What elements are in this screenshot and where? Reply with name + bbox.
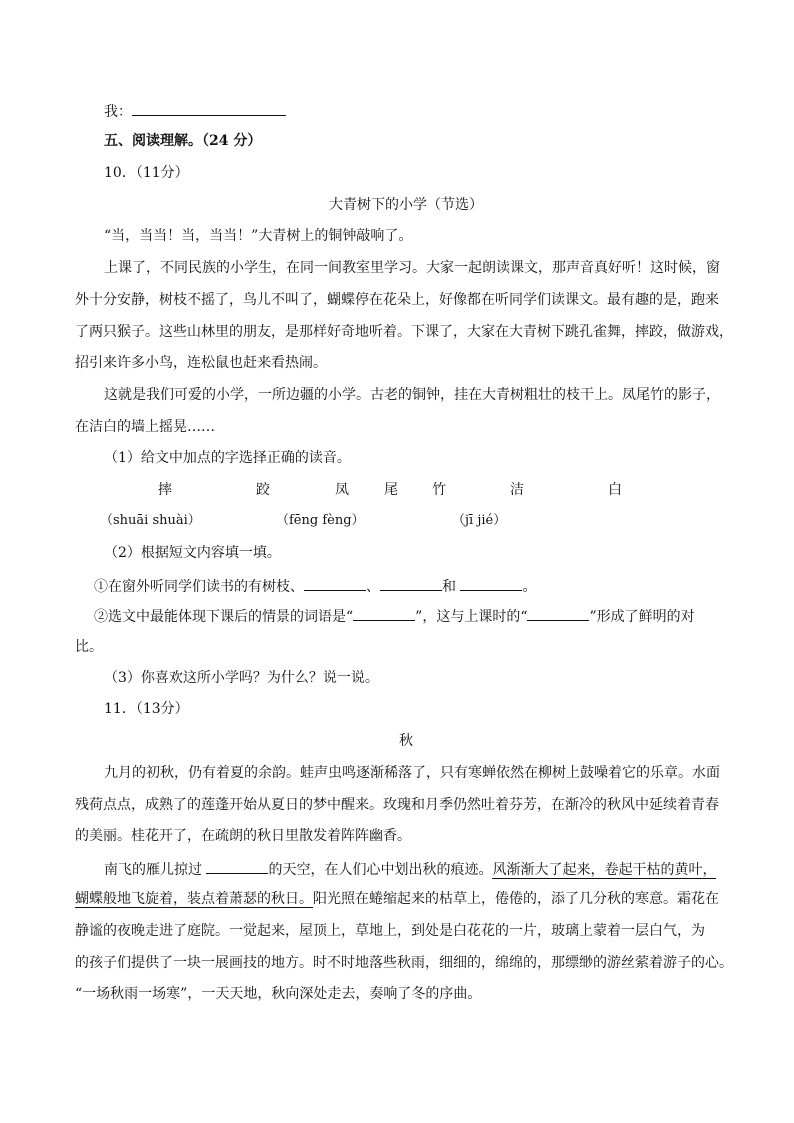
sub-question-1: （1）给文中加点的字选择正确的读音。 bbox=[104, 450, 351, 466]
paragraph-line: 上课了，不同民族的小学生，在同一间教室里学习。大家一起朗读课文，那声音真好听！这时候，窗 bbox=[104, 260, 720, 276]
fill-text: ”，这与上课时的“ bbox=[415, 609, 528, 625]
underlined-sentence: 蝴蝶般地飞旋着，装点着萧瑟的秋日。 bbox=[75, 891, 313, 907]
char-3: 凤 bbox=[335, 482, 349, 498]
char-2: 跤 bbox=[256, 482, 270, 498]
pinyin-option[interactable]: （jī jié） bbox=[452, 513, 507, 528]
fill-text: 。 bbox=[522, 579, 537, 595]
paragraph-line: 残荷点点，成熟了的莲蓬开始从夏日的梦中醒来。玫瑰和月季仍然吐着芬芳，在渐冷的秋风中延续着青春 bbox=[75, 797, 719, 813]
paragraph-line: “一场秋雨一场寒”，一天天地，秋向深处走去，奏响了冬的序曲。 bbox=[75, 986, 482, 1002]
para-text: 的天空，在人们心中划出秋的痕迹。 bbox=[268, 862, 493, 878]
char-5: 竹 bbox=[432, 482, 446, 498]
fill-line-2 bbox=[94, 605, 695, 627]
fill-blank[interactable] bbox=[353, 605, 415, 621]
fill-line-1 bbox=[94, 575, 536, 597]
answer-label: 我： bbox=[104, 104, 132, 120]
paragraph-line: 外十分安静，树枝不摇了，鸟儿不叫了，蝴蝶停在花朵上，好像都在听同学们读课文。最有趣的是，跑来 bbox=[75, 292, 719, 308]
fill-line-2-cont: 比。 bbox=[75, 639, 103, 655]
fill-text: 和 bbox=[442, 579, 461, 595]
char-4: 尾 bbox=[384, 482, 398, 498]
pinyin-option[interactable]: （shuāi shuài） bbox=[100, 513, 201, 528]
fill-blank[interactable] bbox=[304, 575, 366, 591]
answer-line bbox=[104, 100, 286, 122]
question-number-10: 10．（11分） bbox=[104, 165, 189, 181]
paragraph-line: 在洁白的墙上摇晃…… bbox=[75, 419, 215, 435]
paragraph-line: 的孩子们提供了一块一展画技的地方。时不时地落些秋雨，细细的，绵绵的，那缥缈的游丝萦着游子的心。 bbox=[75, 955, 733, 971]
paragraph-line: 九月的初秋，仍有着夏的余韵。蛙声虫鸣逐渐稀落了，只有寒蝉依然在柳树上鼓噪着它的乐章。水面 bbox=[104, 765, 720, 781]
fill-text: 、 bbox=[366, 579, 380, 595]
fill-blank[interactable] bbox=[527, 605, 589, 621]
paragraph-line: “当，当当！当，当当！”大青树上的铜钟敲响了。 bbox=[104, 228, 413, 244]
fill-blank[interactable] bbox=[380, 575, 442, 591]
char-1: 摔 bbox=[158, 482, 172, 498]
fill-text: ”形成了鲜明的对 bbox=[589, 609, 695, 625]
paragraph-line: 招引来许多小鸟，连松鼠也赶来看热闹。 bbox=[75, 355, 327, 371]
char-6: 洁 bbox=[510, 482, 524, 498]
sub-question-3: （3）你喜欢这所小学吗？为什么？说一说。 bbox=[104, 670, 379, 686]
para-text: 阳光照在蜷缩起来的枯草上，倦倦的，添了几分秋的寒意。霜花在 bbox=[313, 891, 719, 907]
paragraph-line: 静谧的夜晚走进了庭院。一觉起来，屋顶上，草地上，到处是白花花的一片，玻璃上蒙着一层白气，为 bbox=[75, 923, 705, 939]
para-text: 南飞的雁儿掠过 bbox=[104, 862, 207, 878]
paragraph-line: 了两只猴子。这些山林里的朋友，是那样好奇地听着。下课了，大家在大青树下跳孔雀舞，摔跤，做游戏， bbox=[75, 324, 733, 340]
underlined-sentence: 风渐渐大了起来，卷起干枯的黄叶， bbox=[492, 862, 717, 878]
fill-text: ②选文中最能体现下课后的情景的词语是“ bbox=[94, 609, 354, 625]
paragraph-line: 这就是我们可爱的小学，一所边疆的小学。古老的铜钟，挂在大青树粗壮的枝干上。凤尾竹的影子， bbox=[104, 387, 720, 403]
char-7: 白 bbox=[608, 482, 622, 498]
answer-blank[interactable] bbox=[132, 100, 286, 116]
sub-question-2: （2）根据短文内容填一填。 bbox=[104, 545, 281, 561]
section-title: 五、阅读理解。（24 分） bbox=[104, 133, 262, 149]
fill-blank[interactable] bbox=[206, 858, 268, 874]
fill-blank[interactable] bbox=[460, 575, 522, 591]
fill-text: ①在窗外听同学们读书的有树枝、 bbox=[94, 579, 304, 595]
paragraph-line bbox=[104, 858, 716, 880]
paragraph-line bbox=[75, 889, 719, 909]
paragraph-line: 的美丽。桂花开了，在疏朗的秋日里散发着阵阵幽香。 bbox=[75, 828, 411, 844]
passage-title-10: 大青树下的小学（节选） bbox=[329, 197, 483, 213]
question-number-11: 11．（13分） bbox=[104, 701, 189, 717]
passage-title-11: 秋 bbox=[399, 733, 413, 749]
pinyin-option[interactable]: （fēng fèng） bbox=[276, 513, 365, 528]
